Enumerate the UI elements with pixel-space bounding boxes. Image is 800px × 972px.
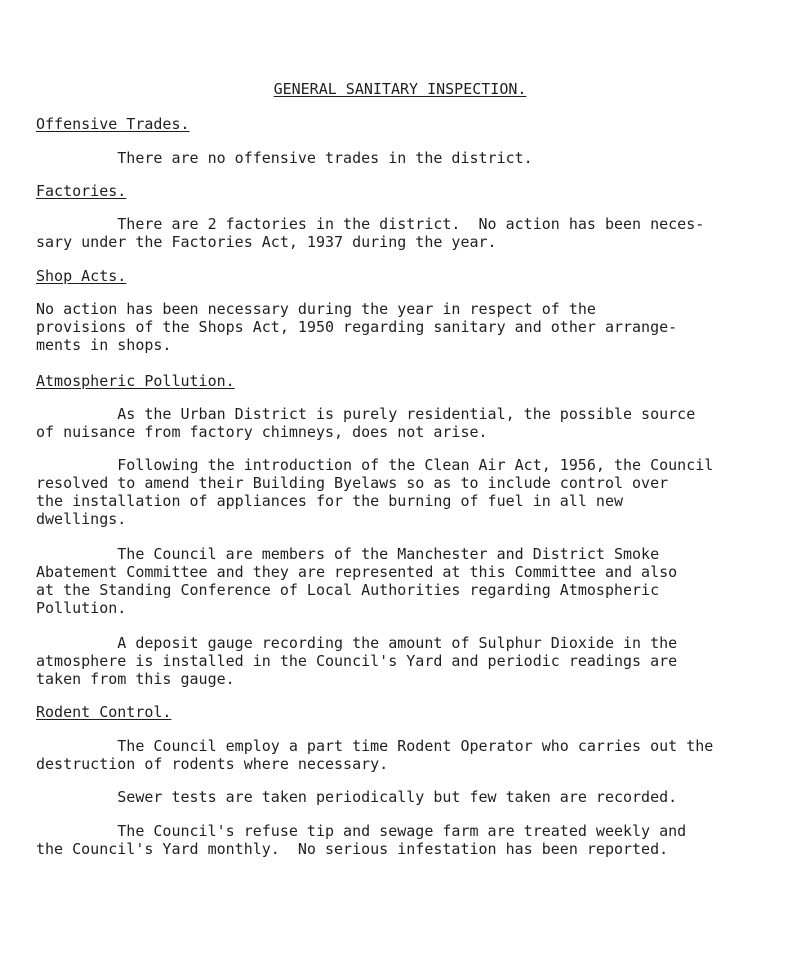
atmospheric-pollution-paragraph-3: The Council are members of the Manchester and District Smoke Abatement Committee and they are represented at this Committee and also at the Standing Conference of Local Authorities regarding Atmospheric Pollution. [36,545,678,617]
rodent-control-paragraph-3: The Council's refuse tip and sewage farm are treated weekly and the Council's Yard monthly. No serious infestation has been reported. [36,822,687,858]
section-heading-factories: Factories. [36,182,127,200]
section-heading-offensive-trades: Offensive Trades. [36,115,190,133]
offensive-trades-paragraph: There are no offensive trades in the district. [36,149,533,167]
section-heading-rodent-control: Rodent Control. [36,703,172,721]
factories-paragraph: There are 2 factories in the district. No action has been neces- sary under the Factories Act, 1937 during the year. [36,215,705,251]
section-heading-shop-acts: Shop Acts. [36,267,127,285]
rodent-control-paragraph-2: Sewer tests are taken periodically but few taken are recorded. [36,788,678,806]
page-title: GENERAL SANITARY INSPECTION. [273,80,527,98]
shop-acts-paragraph: No action has been necessary during the year in respect of the provisions of the Shops Act, 1950 regarding sanitary and other arrange- ments in shops. [36,300,678,354]
atmospheric-pollution-paragraph-4: A deposit gauge recording the amount of Sulphur Dioxide in the atmosphere is installed in the Council's Yard and periodic readings are taken from this gauge. [36,634,678,688]
section-heading-atmospheric-pollution: Atmospheric Pollution. [36,372,235,390]
atmospheric-pollution-paragraph-2: Following the introduction of the Clean Air Act, 1956, the Council resolved to amend their Building Byelaws so as to include control over the installation of appliances for the burning of fuel in all new dwellings. [36,456,714,528]
atmospheric-pollution-paragraph-1: As the Urban District is purely residential, the possible source of nuisance from factory chimneys, does not arise. [36,405,696,441]
rodent-control-paragraph-1: The Council employ a part time Rodent Operator who carries out the destruction of rodents where necessary. [36,737,714,773]
